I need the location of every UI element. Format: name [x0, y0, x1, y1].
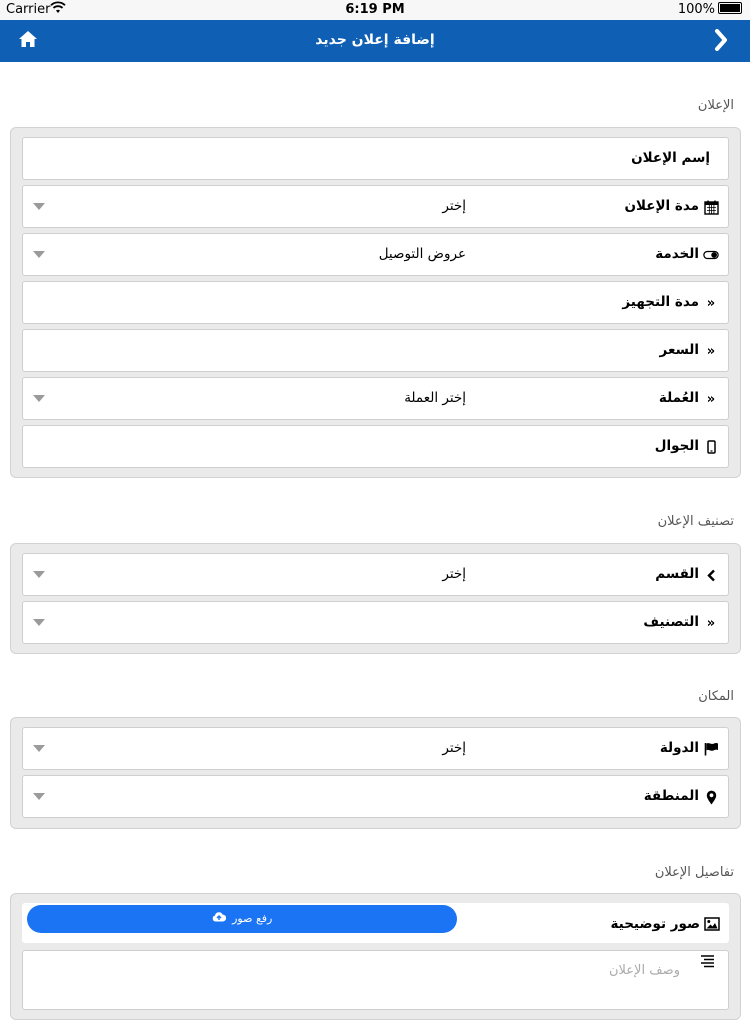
mobile-label: الجوال [654, 438, 699, 454]
section-title-location: المكان [698, 689, 734, 704]
dropdown-caret-icon [33, 619, 45, 626]
carrier-label: Carrier [6, 2, 51, 17]
page-title: إضافة إعلان جديد [315, 32, 435, 48]
ad-duration-select[interactable] [22, 185, 729, 228]
department-value: إختر [442, 566, 466, 582]
ad-name-label: إسم الإعلان [631, 150, 710, 166]
section-title-ad: الإعلان [697, 98, 734, 113]
battery-icon [718, 2, 742, 14]
department-select[interactable] [22, 553, 729, 596]
price-label: السعر [659, 342, 699, 358]
images-row [22, 903, 729, 943]
nav-bar [0, 20, 750, 62]
ad-duration-label: مدة الإعلان [624, 198, 699, 214]
images-label: صور توضيحية [610, 916, 700, 932]
calendar-icon [703, 198, 719, 216]
country-select[interactable] [22, 727, 729, 770]
dropdown-caret-icon [33, 793, 45, 800]
details-group [10, 893, 741, 1020]
price-field[interactable] [22, 329, 729, 372]
toggle-icon [703, 246, 719, 264]
chevron-left-icon [703, 566, 719, 584]
classification-group [10, 543, 741, 654]
ad-duration-value: إختر [442, 198, 466, 214]
ad-group [10, 127, 741, 478]
double-chevron-icon: » [706, 391, 716, 407]
battery-percent: 100% [677, 2, 715, 17]
section-title-details: تفاصيل الإعلان [654, 865, 734, 880]
dropdown-caret-icon [33, 395, 45, 402]
mobile-icon [703, 438, 719, 456]
department-label: القسم [655, 566, 699, 582]
description-placeholder: وصف الإعلان [609, 963, 680, 978]
region-select[interactable] [22, 775, 729, 818]
description-textarea[interactable] [22, 950, 729, 1010]
section-title-classification: تصنيف الإعلان [657, 514, 734, 529]
dropdown-caret-icon [33, 203, 45, 210]
prep-duration-field[interactable] [22, 281, 729, 324]
category-select[interactable] [22, 601, 729, 644]
battery-indicator [678, 2, 742, 17]
double-chevron-icon: » [706, 295, 716, 311]
map-marker-icon [703, 788, 719, 806]
location-group [10, 717, 741, 829]
service-label: الخدمة [655, 246, 699, 262]
image-icon [704, 915, 720, 933]
align-lines-icon [699, 953, 715, 972]
cloud-upload-icon [212, 905, 226, 933]
currency-select[interactable] [22, 377, 729, 420]
mobile-field[interactable] [22, 425, 729, 468]
chevron-right-icon[interactable] [714, 29, 728, 55]
dropdown-caret-icon [33, 251, 45, 258]
ad-name-field[interactable] [22, 137, 729, 180]
double-chevron-icon: » [706, 615, 716, 631]
region-label: المنطقة [643, 788, 699, 804]
country-label: الدولة [659, 740, 699, 756]
status-bar [0, 0, 750, 20]
service-value: عروض التوصيل [378, 246, 466, 262]
clock: 6:19 PM [345, 2, 405, 17]
double-chevron-icon: » [706, 343, 716, 359]
flag-icon [703, 740, 719, 758]
category-label: التصنيف [643, 614, 699, 630]
country-value: إختر [442, 740, 466, 756]
dropdown-caret-icon [33, 745, 45, 752]
upload-label: رفع صور [232, 912, 273, 925]
prep-duration-label: مدة التجهيز [622, 294, 699, 310]
upload-images-button[interactable] [27, 905, 457, 933]
currency-label: العُملة [658, 390, 699, 406]
currency-value: إختر العملة [404, 390, 466, 406]
dropdown-caret-icon [33, 571, 45, 578]
service-select[interactable] [22, 233, 729, 276]
